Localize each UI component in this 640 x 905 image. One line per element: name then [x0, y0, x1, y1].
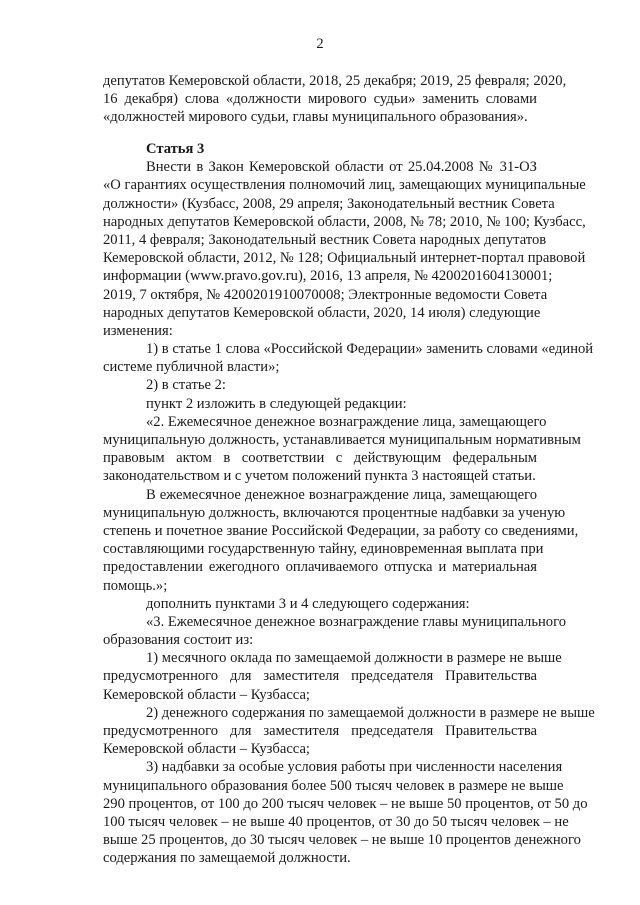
text-line: муниципальную должность, включаются процентные надбавки за ученую [103, 504, 566, 521]
paragraph-point-3 [103, 613, 567, 649]
article-section [103, 140, 595, 868]
text-line: 100 тысяч человек – не выше 40 процентов, от 30 до 50 тысяч человек – не [103, 813, 569, 830]
text-line: Кемеровской области, 2012, № 128; Официальный интернет-портал правовой [103, 250, 586, 267]
text-line: депутатов Кемеровской области, 2018, 25 декабря; 2019, 25 февраля; 2020, [103, 73, 567, 89]
paragraph-allowances [103, 486, 579, 595]
intro-paragraph [103, 72, 567, 127]
text-line: «3. Ежемесячное денежное вознаграждение главы муниципального [146, 613, 567, 630]
text-line: составляющими государственную тайну, единовременная выплата при [103, 541, 544, 558]
text-line: правовым актом в соответствии с действующим федеральным [103, 450, 537, 467]
paragraph-point-2-intro [103, 395, 537, 413]
text-line: содержания по замещаемой должности. [103, 850, 351, 867]
text-line: 2019, 7 октября, № 4200201910070008; Электронные ведомости Совета [103, 286, 548, 303]
page-number: 2 [316, 36, 324, 52]
paragraph-point-2-text [103, 413, 581, 486]
text-line: степень и почетное звание Российской Федерации, за работу со сведениями, [103, 522, 579, 539]
text-line: «должностей мирового судьи, главы муниципального образования». [103, 109, 528, 126]
text-line: 2) денежного содержания по замещаемой должности в размере не выше [146, 704, 595, 721]
paragraph-add-points [103, 595, 537, 613]
paragraph-subitem-2 [103, 704, 595, 759]
text-line: «2. Ежемесячное денежное вознаграждение лица, замещающего [146, 413, 547, 430]
text-line: системе публичной власти»; [103, 359, 280, 376]
paragraph-subitem-1 [103, 649, 562, 704]
paragraph-preamble [103, 158, 586, 340]
text-line: 290 процентов, от 100 до 200 тысяч человек – не выше 50 процентов, от 50 до [103, 795, 588, 812]
text-line: муниципального образования более 500 тысяч человек в размере не выше [103, 777, 564, 794]
text-line: образования состоит из: [103, 632, 254, 649]
text-line: должности» (Кузбасс, 2008, 29 апреля; Законодательный вестник Совета [103, 195, 555, 212]
paragraph-subitem-3 [103, 758, 588, 867]
text-line: информации (www.pravo.gov.ru), 2016, 13 апреля, № 4200201604130001; [103, 268, 553, 285]
paragraph-item-2 [103, 376, 537, 394]
text-line: Кемеровской области – Кузбасса; [103, 686, 310, 703]
article-heading: Статья 3 [146, 141, 205, 157]
text-line: помощь.»; [103, 577, 168, 594]
text-line: 2) в статье 2: [146, 377, 226, 394]
text-line: выше 25 процентов, до 30 тысяч человек – не выше 10 процентов денежного [103, 832, 581, 849]
text-line: пункт 2 изложить в следующей редакции: [146, 395, 407, 412]
text-line: Кемеровской области – Кузбасса; [103, 741, 310, 758]
text-line: 16 декабря) слова «должности мирового судьи» заменить словами [103, 91, 537, 108]
text-line: Внести в Закон Кемеровской области от 25.04.2008 № 31-ОЗ [146, 159, 537, 176]
text-line: изменения: [103, 322, 173, 339]
text-line: предусмотренного для заместителя председателя Правительства [103, 723, 537, 739]
text-line: народных депутатов Кемеровской области, 2008, № 78; 2010, № 100; Кузбасс, [103, 213, 586, 230]
text-line: 2011, 4 февраля; Законодательный вестник Совета народных депутатов [103, 231, 547, 248]
text-line: 3) надбавки за особые условия работы при численности населения [146, 759, 563, 776]
text-line: «О гарантиях осуществления полномочий лиц, замещающих муниципальные [103, 177, 586, 194]
text-line: муниципальную должность, устанавливается муниципальным нормативным [103, 432, 581, 448]
text-line: законодательством и с учетом положений пункта 3 настоящей статьи. [103, 468, 536, 485]
text-line: В ежемесячное денежное вознаграждение лица, замещающего [146, 486, 537, 503]
text-line: предоставлении ежегодного оплачиваемого отпуска и материальная [103, 559, 537, 576]
text-line: народных депутатов Кемеровской области, 2020, 14 июля) следующие [103, 304, 541, 321]
text-line: 1) месячного оклада по замещаемой должности в размере не выше [146, 650, 562, 667]
text-line: предусмотренного для заместителя председателя Правительства [103, 668, 537, 685]
text-line: дополнить пунктами 3 и 4 следующего содержания: [146, 595, 470, 612]
paragraph-item-1 [103, 340, 594, 376]
text-line: 1) в статье 1 слова «Российской Федерации» заменить словами «единой [146, 341, 594, 358]
